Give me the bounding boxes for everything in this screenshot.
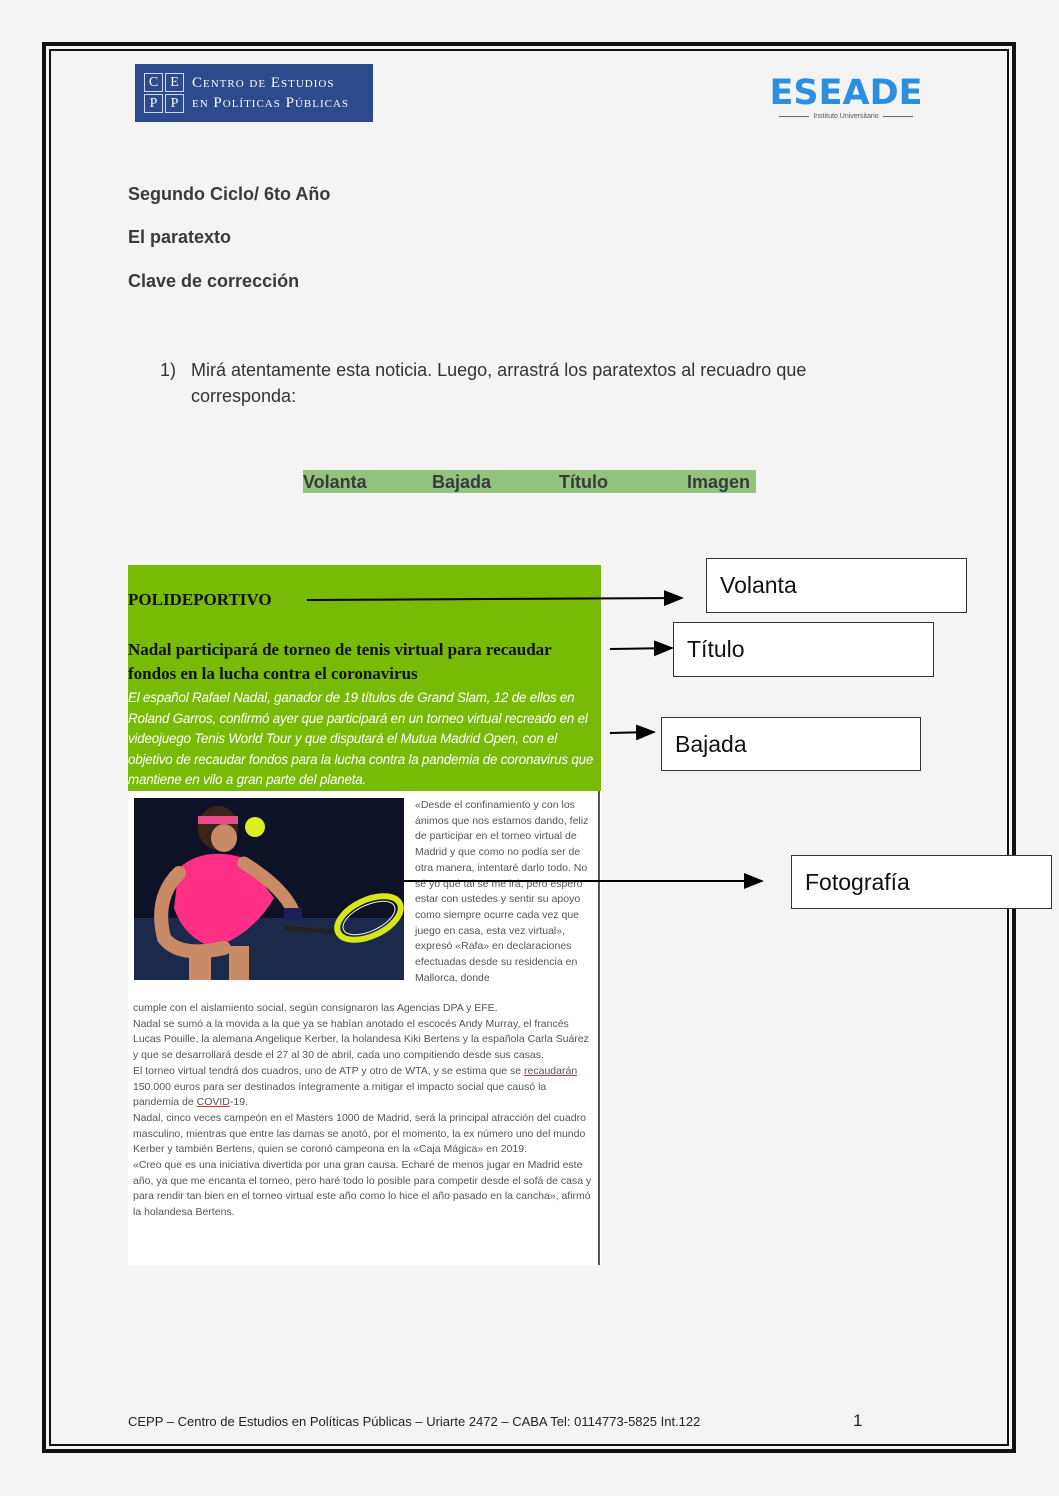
answer-box-volanta[interactable]: Volanta [706,558,967,613]
word-bank-titulo[interactable]: Título [559,472,608,492]
arrow-bajada [610,732,654,733]
page-footer: CEPP – Centro de Estudios en Políticas Públicas – Uriarte 2472 – CABA Tel: 0114773-5825 Int.122 [128,1414,701,1429]
article-lead-bajada: El español Rafael Nadal, ganador de 19 títulos de Grand Slam, 12 de ellos en Roland Garros, confirmó ayer que participará en un torneo virtual recreado en el videojuego Tenis World Tour y que disputará el Mutua Madrid Open, con el objetivo de recaudar fondos para la lucha contra la pandemia de coronavirus que mantiene en vilo a gran parte del planeta. [128,690,594,787]
word-bank-bajada[interactable]: Bajada [432,472,492,492]
question-text: Mirá atentamente esta noticia. Luego, arrastrá los paratextos al recuadro que corresponda: [191,360,807,406]
eseade-logo-subtitle: Instituto Universitario [813,113,879,120]
spellcheck-underlined-word: recaudarán [524,1064,578,1077]
cycle-heading: Segundo Ciclo/ 6to Año [128,184,331,204]
cepp-logo-line2: en Políticas Públicas [192,95,350,111]
arrow-volanta [307,598,682,600]
cepp-letter: C [144,73,163,92]
article-quote-column: «Desde el confinamiento y con los ánimos que nos estamos dando, feliz de participar en el torneo virtual de Madrid y que como no podía ser de otra manera, intentaré darlo todo. No sé yo qué tal se me irá, pero espero estar con ustedes y sentir su apoyo como siempre ocurre cada vez que juego en casa, esta vez virtual», expresó «Rafa» en declaraciones efectuadas desde su residencia en Mallorca, donde [415,799,589,984]
article-title: Nadal participará de torneo de tenis virtual para recaudar fondos en la lucha contra el coronavirus [128,640,552,683]
article-section-volanta: POLIDEPORTIVO [128,590,272,609]
answer-box-titulo[interactable]: Título [673,622,934,677]
article-paragraph: «Creo que es una iniciativa divertida por una gran causa. Echaré de menos jugar en Madrid este año, ya que me encanta el torneo, pero haré todo lo posible para competir desde el sofá de casa y para rendir tan bien en el torneo virtual este año como lo hice el año pasado en la cancha», afirmó la holandesa Bertens. [133,1159,592,1219]
word-bank-imagen[interactable]: Imagen [687,472,751,492]
key-heading: Clave de corrección [128,271,300,291]
article-paragraph: Nadal, cinco veces campeón en el Masters 1000 de Madrid, será la principal atracción del cuadro masculino, mientras que entre las damas se anotó, por el momento, la ex número uno del mundo Kerber y también Bertens, quien se coronó campeona en la «Caja Mágica» en 2019. [133,1111,586,1156]
cepp-letter: E [165,73,184,92]
article-paragraph: Nadal se sumó a la movida a la que ya se habían anotado el escocés Andy Murray, el francés Lucas Pouille, la alemana Angelique Kerber, la holandesa Kiki Bertens y la española Carla Suárez y que se desarrollará desde el 27 al 30 de abril, cada uno compitiendo desde sus casas. [133,1017,589,1062]
article-paragraph: El torneo virtual tendrá dos cuadros, uno de ATP y otro de WTA, y se estima que se recaudarán 150.000 euros para ser destinados íntegramente a mitigar el impacto social que causó la pandemia de COVID-19. [133,1064,578,1109]
answer-box-bajada[interactable]: Bajada [661,717,921,771]
eseade-logo-word: ESEADE [769,73,923,113]
spellcheck-underlined-word: COVID [196,1096,230,1109]
cepp-letter: P [144,94,163,113]
cepp-logo-line1: Centro de Estudios [192,75,335,91]
page-number: 1 [853,1411,863,1430]
cepp-letter: P [165,94,184,113]
answer-box-fotografia[interactable]: Fotografía [791,855,1052,909]
question-number: 1) [160,360,177,380]
arrow-titulo [610,648,672,649]
word-bank-volanta[interactable]: Volanta [303,472,367,492]
topic-heading: El paratexto [128,227,232,247]
article-paragraph: cumple con el aislamiento social, según consignaron las Agencias DPA y EFE. [133,1002,498,1014]
